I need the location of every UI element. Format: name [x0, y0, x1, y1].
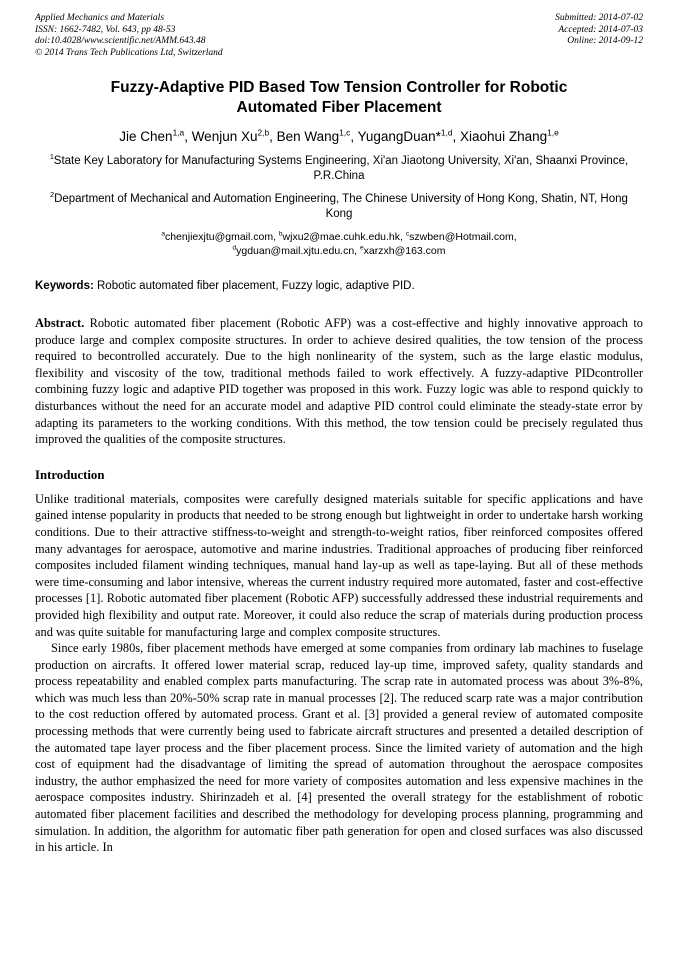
superscript: b: [278, 230, 283, 238]
journal-meta: [35, 13, 223, 59]
superscript: d: [232, 244, 237, 251]
keywords-text: Robotic automated fiber placement, Fuzzy logic, adaptive PID.: [93, 280, 415, 292]
superscript: 1,c: [339, 127, 351, 138]
abstract-paragraph: [35, 315, 643, 448]
superscript: 1,d: [440, 127, 453, 138]
affiliation: $^2$Department of Mechanical and Automation Engineering, The Chinese University of Hong Kong, Shatin, NT, Hong Kong: [50, 191, 628, 220]
journal-meta-line: Applied Mechanics and Materials: [35, 13, 165, 23]
affiliation: $^1$State Key Laboratory for Manufacturing Systems Engineering, Xi'an Jiaotong University, Xi'an, Shaanxi Province, P.R.China: [49, 153, 629, 182]
date-meta-line: Submitted: 2014-07-02: [555, 13, 643, 23]
date-meta-line: Online: 2014-09-12: [567, 36, 643, 46]
date-meta-line: Accepted: 2014-07-03: [558, 24, 643, 35]
intro-paragraph: Unlike traditional materials, composites were carefully designed materials suitable for specific applications and have gained intense popularity in products that needed to be strong enough but lightweight in order to undertake harsh working conditions. Due to their attractive stiffness-to-weight and strength-to-weight ratios, fiber reinforced composites offered many advantages for aerospace, automotive and marine industries. Traditional approaches of producing fiber reinforced composites included filament winding techniques, manual hand lay-up as well as tape-laying. But all of these methods were time-consuming and labor intensive, whereas the current industry required more automated, faster and cost-effective processes [1]. Robotic automated fiber placement (Robotic AFP) successfully addressed these industrial requirements and provided high flexibility and output rate. Moreover, it could also reduce the scrap of materials during production process and was quite suitable for manufacturing large and complex composite structures.: [35, 491, 643, 639]
superscript: a: [161, 230, 165, 238]
superscript: 1,a: [172, 127, 185, 138]
email-line: $^d$ygduan@mail.xjtu.edu.cn, $^e$xarzxh@163.com: [232, 244, 446, 257]
journal-meta-line: ISSN: 1662-7482, Vol. 643, pp 48-53: [35, 24, 176, 35]
introduction-heading: Introduction: [35, 467, 105, 482]
paper-title: Fuzzy-Adaptive PID Based Tow Tension Controller for Robotic Automated Fiber Placement: [110, 79, 568, 116]
superscript: 2: [50, 191, 55, 200]
intro-paragraph: Since early 1980s, fiber placement methods have emerged at some companies from ordinary lab machines to fuselage production on aircrafts. It offered lower material scrap, reduced lay-up time, improved safety, quality standards and process repeatability and enabled complex parts manufacturing. The scrap rate in automated process was about 3%-8%, which was much less than 20%-50% scrap rate in manual processes [2]. The reduced scarp rate was a major contribution to the cost reduction offered by automated process. Grant et al. [3] provided a general review of automated composite processing methods that were currently being used to fabricate aircraft structures and presented a detailed description of the automated tape layer process and the fiber placement process. Since the limited variety of automation and the high cost of equipment had the disadvantage of limiting the spread of automation throughout the aerospace composites industry, the author emphasized the need for more variety of composites automation and less expensive machines in the aerospace composites industry. Shirinzadeh et al. [4] presented the overall strategy for the establishment of robotic automated fiber placement facilities and described the methodology for developing process planning, programming and simulation. In addition, the algorithm for automatic fiber path generation for open and closed surfaces was also discussed in his article. In: [35, 641, 643, 855]
superscript: e: [360, 244, 364, 251]
dates-meta: [555, 13, 643, 59]
header-meta: [35, 13, 643, 59]
superscript: 2,b: [257, 127, 270, 138]
superscript: 1,e: [547, 127, 559, 138]
abstract-label: Abstract.: [35, 316, 85, 330]
introduction-body: [35, 491, 643, 856]
keywords-line: [35, 279, 643, 293]
superscript: c: [405, 230, 410, 238]
journal-meta-line: © 2014 Trans Tech Publications Ltd, Switzerland: [35, 47, 223, 58]
affiliations-block: [35, 154, 643, 221]
authors-line: Jie Chen$^{1,a}$, Wenjun Xu$^{2,b}$, Ben Wang$^{1,c}$, YugangDuan*$^{1,d}$, Xiaohui Zhang$^{1,e}$: [119, 127, 559, 144]
abstract-text: Robotic automated fiber placement (Robotic AFP) was a cost-effective and highly innovative approach to produce large and complex composite structures. In order to achieve desired qualities, the tow tension of the process required to becontrolled accurately. Due to the high nonlinearity of the system, such as the large elastic modulus, flexibility and viscosity of the tow, traditional methods failed to work effectively. A fuzzy-adaptive PIDcontroller combining fuzzy logic and adaptive PID together was proposed in this work. Fuzzy logic was able to respond quickly to disturbances without the need for an accurate model and adaptive PID control could eliminate the steady-state error by adapting its parameters to the working conditions. With this method, the tow tension could be precisely regulated thus improved the qualities of the composite structures.: [35, 316, 643, 447]
emails-block: [35, 231, 643, 258]
journal-meta-line: doi:10.4028/www.scientific.net/AMM.643.48: [35, 36, 206, 46]
keywords-label: Keywords:: [35, 280, 94, 292]
email-line: $^a$chenjiexjtu@gmail.com, $^b$wjxu2@mae.cuhk.edu.hk, $^c$szwben@Hotmail.com,: [161, 230, 517, 243]
superscript: 1: [49, 153, 54, 162]
